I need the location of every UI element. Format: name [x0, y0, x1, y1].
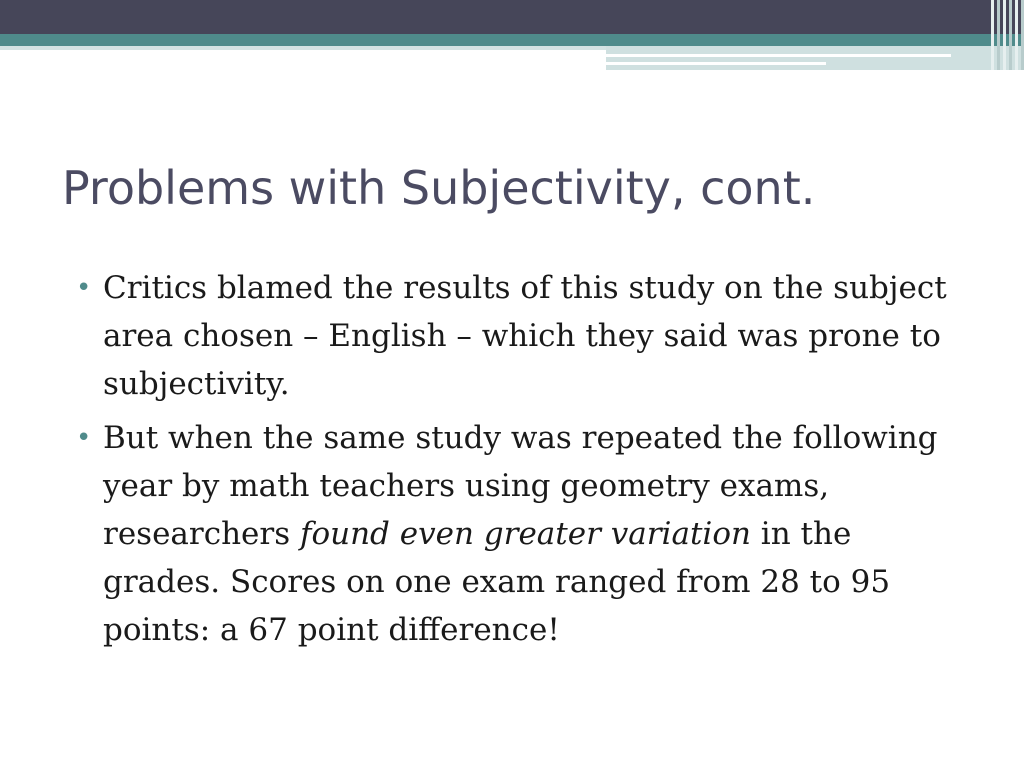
bullet-text: in the grades. Scores on one exam ranged from 28 to 95 points: a 67 point difference! — [103, 516, 891, 648]
header-stripes — [988, 0, 1024, 70]
header-light-line — [0, 46, 606, 50]
header-right-accent — [606, 46, 1024, 70]
bullet-text: But when the same study was repeated the following year by math teachers using geometry exams, researchers — [103, 420, 938, 552]
header-accent-line — [606, 54, 951, 57]
bullet-emphasis: found even greater variation — [299, 516, 751, 552]
header-dark-band — [0, 0, 1024, 34]
bullet-item — [76, 414, 976, 654]
header-accent-line — [606, 62, 826, 65]
bullet-list — [76, 264, 976, 660]
bullet-icon: • — [76, 423, 92, 453]
slide-title: Problems with Subjectivity, cont. — [62, 161, 816, 215]
bullet-item — [76, 264, 976, 408]
header-teal-band — [0, 34, 1024, 46]
bullet-icon: • — [76, 273, 92, 303]
bullet-text: Critics blamed the results of this study on the subject area chosen – English – which they said was prone to subjectivity. — [103, 270, 947, 402]
